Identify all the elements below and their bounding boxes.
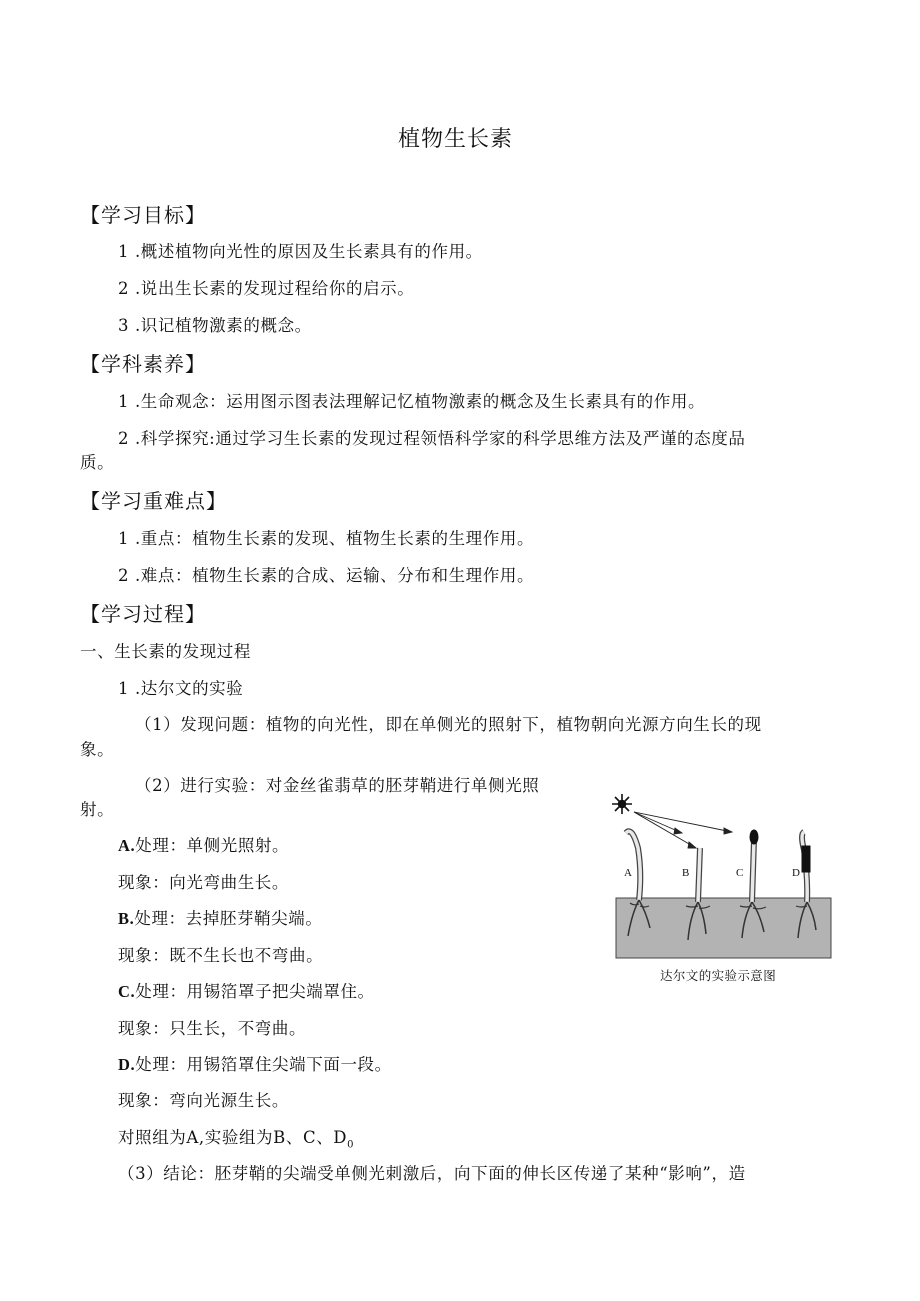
light-rays	[634, 812, 732, 848]
sun-icon	[612, 794, 632, 814]
goal-item: 1 .概述植物向光性的原因及生长素具有的作用。	[118, 242, 483, 261]
paragraph: （2）进行实验：对金丝雀翡草的胚芽鞘进行单侧光照	[135, 776, 540, 795]
groups-line	[118, 1124, 354, 1150]
experiment-c-result: 现象：只生长，不弯曲。	[118, 1019, 307, 1038]
experiment-letter: A.	[118, 836, 136, 855]
groups-subscript: 0	[347, 1139, 355, 1151]
process-heading: 【学习过程】	[80, 602, 206, 626]
foil-cap	[750, 830, 758, 844]
label-c: C	[736, 867, 744, 879]
experiment-text: 处理：单侧光照射。	[135, 836, 290, 855]
difficulty-item: 1 .重点：植物生长素的发现、植物生长素的生理作用。	[118, 529, 535, 548]
experiment-letter: D.	[118, 1055, 136, 1074]
literacy-heading: 【学科素养】	[80, 352, 206, 376]
experiment-text: 处理：用锡箔罩住尖端下面一段。	[135, 1055, 392, 1074]
goal-item: 2 .说出生长素的发现过程给你的启示。	[118, 279, 415, 298]
experiment-d-result: 现象：弯向光源生长。	[118, 1091, 289, 1110]
label-b: B	[682, 867, 690, 879]
label-a: A	[624, 867, 632, 879]
part-title: 一、生长素的发现过程	[80, 642, 251, 661]
experiment-letter: C.	[118, 982, 136, 1001]
paragraph: （1）发现问题：植物的向光性，即在单侧光的照射下，植物朝向光源方向生长的现	[135, 715, 762, 734]
experiment-b-result: 现象：既不生长也不弯曲。	[118, 946, 324, 965]
goals-heading: 【学习目标】	[80, 203, 206, 227]
label-d: D	[792, 867, 800, 879]
experiment-letter: B.	[118, 909, 135, 928]
foil-sleeve	[802, 846, 810, 872]
groups-text: 对照组为A,实验组为B、C、D	[118, 1128, 348, 1147]
experiment-text: 处理：用锡箔罩子把尖端罩住。	[135, 982, 375, 1001]
difficulty-heading: 【学习重难点】	[80, 489, 227, 513]
literacy-item: 1 .生命观念：运用图示图表法理解记忆植物激素的概念及生长素具有的作用。	[118, 392, 706, 411]
experiment-text: 处理：去掉胚芽鞘尖端。	[134, 909, 323, 928]
experiment-a-result: 现象：向光弯曲生长。	[118, 873, 289, 892]
paragraph-continued: 象。	[80, 740, 115, 759]
figure-caption: 达尔文的实验示意图	[660, 968, 777, 983]
literacy-item-continued: 质。	[80, 453, 115, 472]
experiment-a-treatment	[118, 832, 289, 856]
darwin-experiment-figure	[604, 788, 834, 988]
conclusion-line: （3）结论：胚芽鞘的尖端受单侧光刺激后，向下面的伸长区传递了某种“影响”，造	[118, 1164, 746, 1183]
paragraph-continued: 射。	[80, 800, 115, 819]
experiment-b-treatment	[118, 905, 322, 929]
literacy-item: 2 .科学探究:通过学习生长素的发现过程领悟科学家的科学思维方法及严谨的态度品	[118, 429, 746, 448]
goal-item: 3 .识记植物激素的概念。	[118, 316, 312, 335]
page-title: 植物生长素	[398, 127, 514, 152]
experiment-c-treatment	[118, 978, 375, 1002]
experiment-d-treatment	[118, 1051, 392, 1075]
subsection-title: 1 .达尔文的实验	[118, 679, 244, 698]
difficulty-item: 2 .难点：植物生长素的合成、运输、分布和生理作用。	[118, 566, 535, 585]
